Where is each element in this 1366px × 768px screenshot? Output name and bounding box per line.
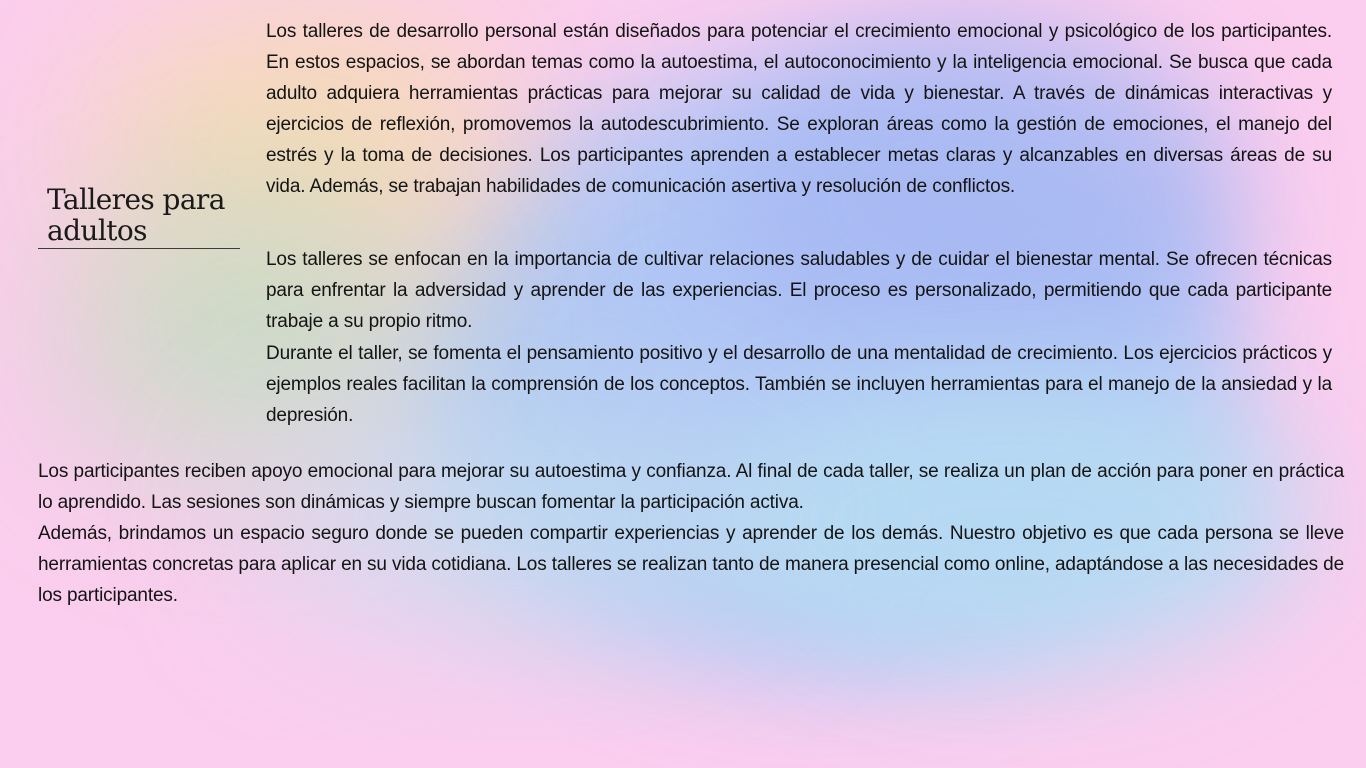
page-title: Talleres para adultos bbox=[47, 183, 225, 247]
paragraph-support: Los participantes reciben apoyo emocional para mejorar su autoestima y confianza. Al final de cada taller, se realiza un plan de acción para poner en práctica lo aprendido. Las sesiones son dinámicas y siempre buscan fomentar la participación activa. bbox=[38, 461, 1344, 513]
paragraph-relationships: Los talleres se enfocan en la importancia de cultivar relaciones saludables y de cuidar el bienestar mental. Se ofrecen técnicas para enfrentar la adversidad y aprender de las experiencias. El proceso es personalizado, permitiendo que cada participante trabaje a su propio ritmo. bbox=[266, 249, 1332, 332]
title-underline bbox=[38, 248, 240, 249]
paragraph-positive-thinking: Durante el taller, se fomenta el pensamiento positivo y el desarrollo de una mentalidad de crecimiento. Los ejercicios prácticos y ejemplos reales facilitan la comprensión de los conceptos. También se incluyen herramientas para el manejo de la ansiedad y la depresión. bbox=[266, 343, 1332, 426]
title-block bbox=[38, 184, 240, 249]
paragraph-safe-space: Además, brindamos un espacio seguro donde se pueden compartir experiencias y aprender de los demás. Nuestro objetivo es que cada persona se lleve herramientas concretas para aplicar en su vida cotidiana. Los talleres se realizan tanto de manera presencial como online, adaptándose a las necesidades de los participantes. bbox=[38, 523, 1344, 606]
paragraph-intro: Los talleres de desarrollo personal están diseñados para potenciar el crecimiento emocional y psicológico de los participantes. En estos espacios, se abordan temas como la autoestima, el autoconocimiento y la inteligencia emocional. Se busca que cada adulto adquiera herramientas prácticas para mejorar su calidad de vida y bienestar. A través de dinámicas interactivas y ejercicios de reflexión, promovemos la autodescubrimiento. Se exploran áreas como la gestión de emociones, el manejo del estrés y la toma de decisiones. Los participantes aprenden a establecer metas claras y alcanzables en diversas áreas de su vida. Además, se trabajan habilidades de comunicación asertiva y resolución de conflictos. bbox=[266, 21, 1332, 197]
